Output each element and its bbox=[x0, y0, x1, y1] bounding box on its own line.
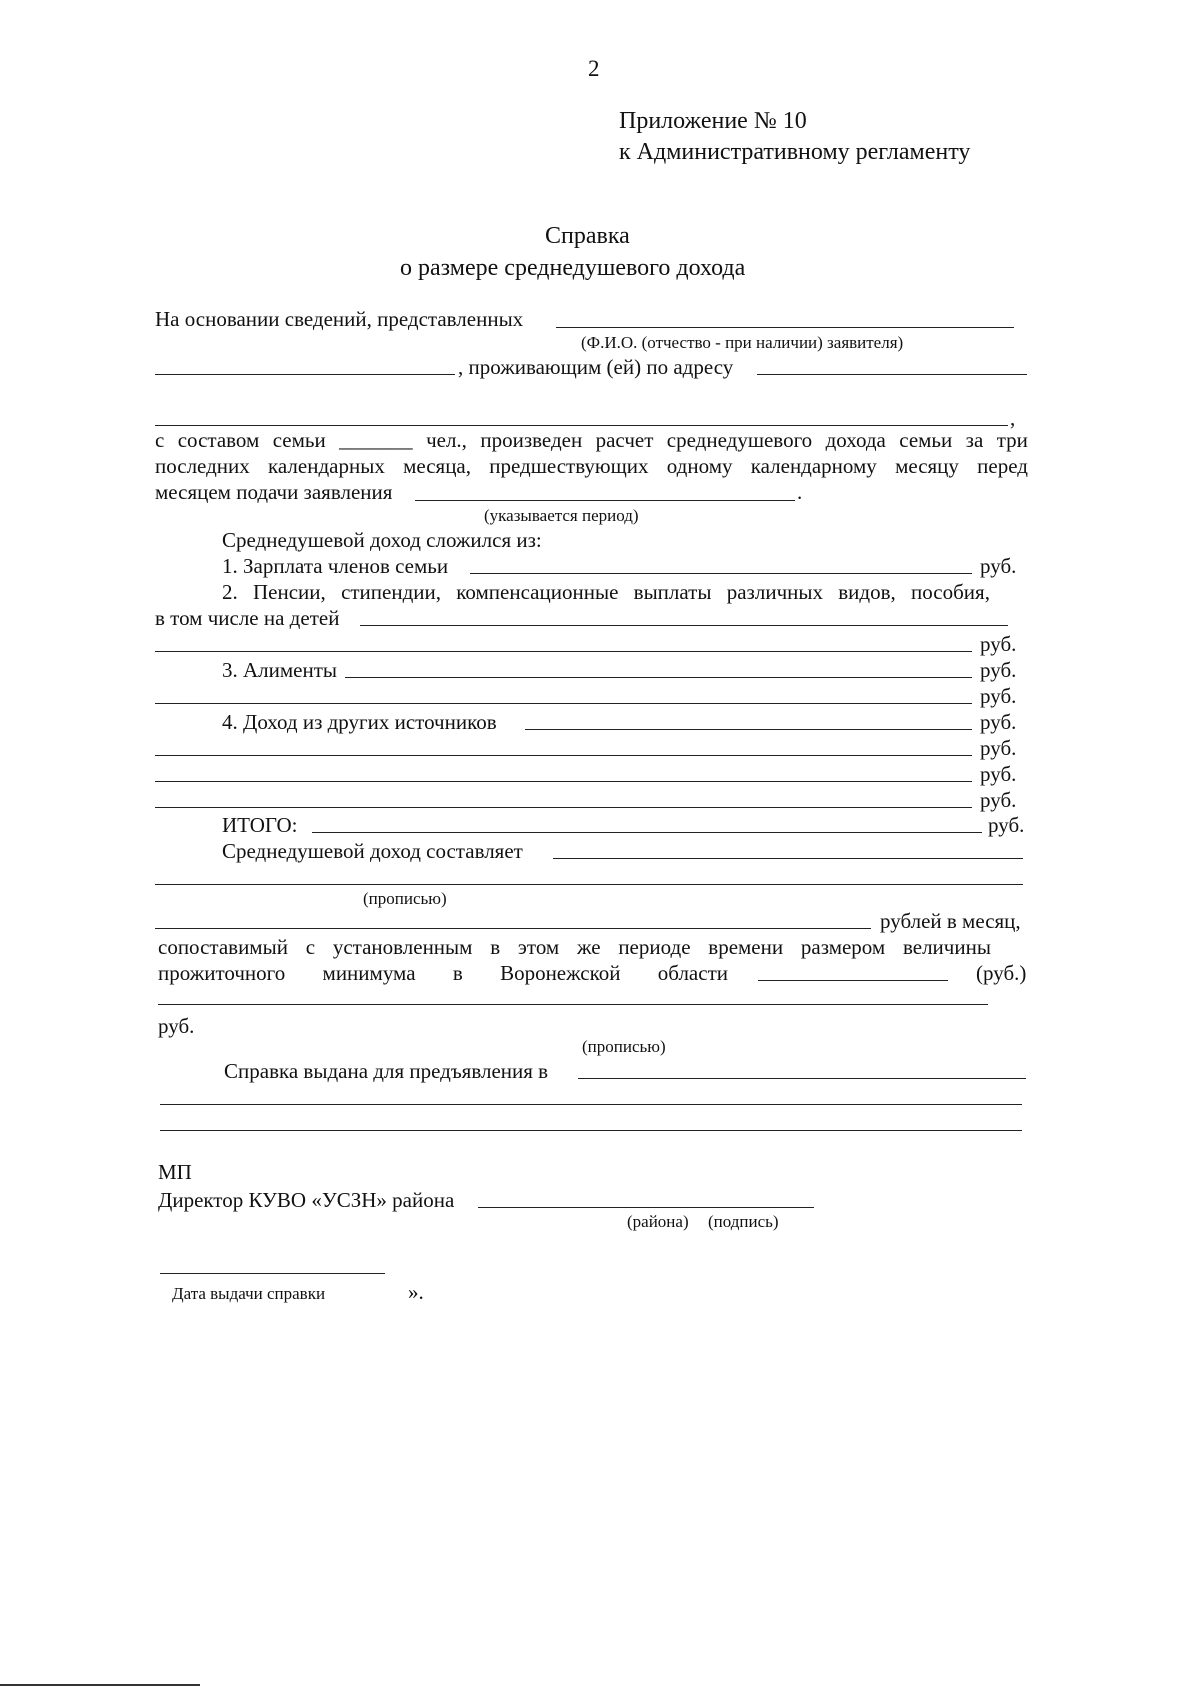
other-income-blank-4 bbox=[155, 807, 972, 808]
word: различных bbox=[726, 580, 823, 604]
word: одному bbox=[666, 454, 733, 478]
application-month-label: месяцем подачи заявления bbox=[155, 480, 393, 504]
word: видов, bbox=[838, 580, 896, 604]
word: величины bbox=[902, 935, 991, 959]
word: выплаты bbox=[633, 580, 712, 604]
avg-income-words-blank-2 bbox=[155, 928, 871, 929]
word: среднедушевого bbox=[666, 428, 813, 452]
issue-date-quote: ». bbox=[408, 1280, 424, 1304]
fio-hint: (Ф.И.О. (отчество - при наличии) заявителя) bbox=[581, 333, 904, 352]
item-pensions-line bbox=[222, 582, 990, 603]
word: последних bbox=[155, 454, 250, 478]
word: пособия, bbox=[911, 580, 990, 604]
other-income-blank-3 bbox=[155, 781, 972, 782]
issued-for-label: Справка выдана для предъявления в bbox=[224, 1059, 549, 1083]
based-on-label: На основании сведений, представленных bbox=[155, 307, 524, 331]
months-line bbox=[155, 456, 1028, 477]
in-words-hint: (прописью) bbox=[363, 889, 447, 908]
other-income-currency: руб. bbox=[980, 710, 1017, 734]
appendix-regulation: к Административному регламенту bbox=[619, 139, 971, 165]
appendix-number: Приложение № 10 bbox=[619, 108, 807, 134]
applicant-blank-2 bbox=[155, 374, 455, 375]
total-currency: руб. bbox=[988, 813, 1025, 837]
total-blank bbox=[312, 832, 982, 833]
word: времени bbox=[708, 935, 784, 959]
word: в bbox=[452, 961, 463, 985]
document-subtitle: о размере среднедушевого дохода bbox=[400, 255, 746, 281]
applicant-name-blank bbox=[556, 327, 1014, 328]
address-comma: , bbox=[1010, 406, 1016, 430]
period-hint: (указывается период) bbox=[484, 506, 639, 525]
director-signature-blank bbox=[478, 1207, 814, 1208]
issued-for-blank bbox=[578, 1078, 1026, 1079]
word: перед bbox=[977, 454, 1028, 478]
address-blank bbox=[757, 374, 1027, 375]
word: этом bbox=[517, 935, 560, 959]
word: с bbox=[155, 428, 165, 452]
director-label: Директор КУВО «УСЗН» района bbox=[158, 1188, 455, 1212]
alimony-blank-2 bbox=[155, 703, 972, 704]
word: составом bbox=[177, 428, 260, 452]
avg-income-words-blank bbox=[155, 884, 1023, 885]
word: прожиточного bbox=[158, 961, 286, 985]
other-income-currency-3: руб. bbox=[980, 762, 1017, 786]
other-income-blank bbox=[525, 729, 972, 730]
alimony-blank bbox=[345, 677, 972, 678]
word: произведен bbox=[480, 428, 583, 452]
issue-date-label: Дата выдачи справки bbox=[172, 1284, 326, 1303]
scan-edge-mark bbox=[0, 1684, 200, 1686]
document-title: Справка bbox=[545, 223, 630, 249]
word: семьи bbox=[272, 428, 326, 452]
issue-date-line bbox=[160, 1273, 385, 1274]
other-income-currency-2: руб. bbox=[980, 736, 1017, 760]
word: календарному bbox=[750, 454, 877, 478]
family-size-blank: _______ bbox=[339, 428, 413, 452]
word: чел., bbox=[426, 428, 467, 452]
salary-blank bbox=[470, 573, 972, 574]
district-hint: (района) bbox=[627, 1212, 689, 1231]
subsistence-words-blank bbox=[158, 1004, 988, 1005]
living-at-label: , проживающим (ей) по адресу bbox=[458, 355, 734, 379]
item-alimony-label: 3. Алименты bbox=[222, 658, 338, 682]
issued-for-blank-3 bbox=[160, 1130, 1022, 1131]
word: дохода bbox=[825, 428, 886, 452]
word: расчет bbox=[595, 428, 654, 452]
other-income-currency-4: руб. bbox=[980, 788, 1017, 812]
subsistence-rub: руб. bbox=[158, 1014, 195, 1038]
word: стипендии, bbox=[341, 580, 442, 604]
word: сопоставимый bbox=[158, 935, 288, 959]
stamp-place-label: МП bbox=[158, 1160, 192, 1184]
item-children-label: в том числе на детей bbox=[155, 606, 340, 630]
word: 2. bbox=[222, 580, 238, 604]
word: с bbox=[305, 935, 316, 959]
alimony-currency-2: руб. bbox=[980, 684, 1017, 708]
word: же bbox=[576, 935, 601, 959]
period-dot: . bbox=[797, 480, 803, 504]
salary-currency: руб. bbox=[980, 554, 1017, 578]
alimony-currency: руб. bbox=[980, 658, 1017, 682]
word: за bbox=[965, 428, 984, 452]
signature-hint: (подпись) bbox=[708, 1212, 779, 1231]
period-blank bbox=[415, 500, 795, 501]
word: минимума bbox=[322, 961, 416, 985]
word: месяца, bbox=[403, 454, 471, 478]
issued-for-blank-2 bbox=[160, 1104, 1022, 1105]
word: области bbox=[657, 961, 728, 985]
total-label: ИТОГО: bbox=[222, 813, 298, 837]
word: установленным bbox=[332, 935, 473, 959]
comparable-line bbox=[158, 937, 991, 958]
children-blank bbox=[360, 625, 1008, 626]
avg-income-label: Среднедушевой доход составляет bbox=[222, 839, 523, 863]
in-words-hint-2: (прописью) bbox=[582, 1037, 666, 1056]
subsistence-currency: (руб.) bbox=[976, 961, 1027, 985]
word: периоде bbox=[618, 935, 691, 959]
pensions-blank-2 bbox=[155, 651, 972, 652]
family-composition-line bbox=[155, 430, 1028, 451]
subsistence-line bbox=[158, 963, 728, 984]
item-salary-label: 1. Зарплата членов семьи bbox=[222, 554, 449, 578]
page-number: 2 bbox=[588, 56, 600, 81]
rub-per-month-label: рублей в месяц, bbox=[880, 909, 1021, 933]
word: Пенсии, bbox=[253, 580, 326, 604]
other-income-blank-2 bbox=[155, 755, 972, 756]
word: календарных bbox=[268, 454, 385, 478]
word: семьи bbox=[899, 428, 953, 452]
pensions-currency: руб. bbox=[980, 632, 1017, 656]
word: размером bbox=[800, 935, 886, 959]
income-consisted-label: Среднедушевой доход сложился из: bbox=[222, 528, 542, 552]
word: месяцу bbox=[895, 454, 959, 478]
word: в bbox=[490, 935, 501, 959]
word: предшествующих bbox=[489, 454, 649, 478]
word: компенсационные bbox=[456, 580, 619, 604]
word: Воронежской bbox=[500, 961, 621, 985]
word: три bbox=[996, 428, 1028, 452]
avg-income-blank bbox=[553, 858, 1023, 859]
subsistence-value-blank bbox=[758, 980, 948, 981]
address-blank-full bbox=[155, 425, 1008, 426]
item-other-income-label: 4. Доход из других источников bbox=[222, 710, 497, 734]
